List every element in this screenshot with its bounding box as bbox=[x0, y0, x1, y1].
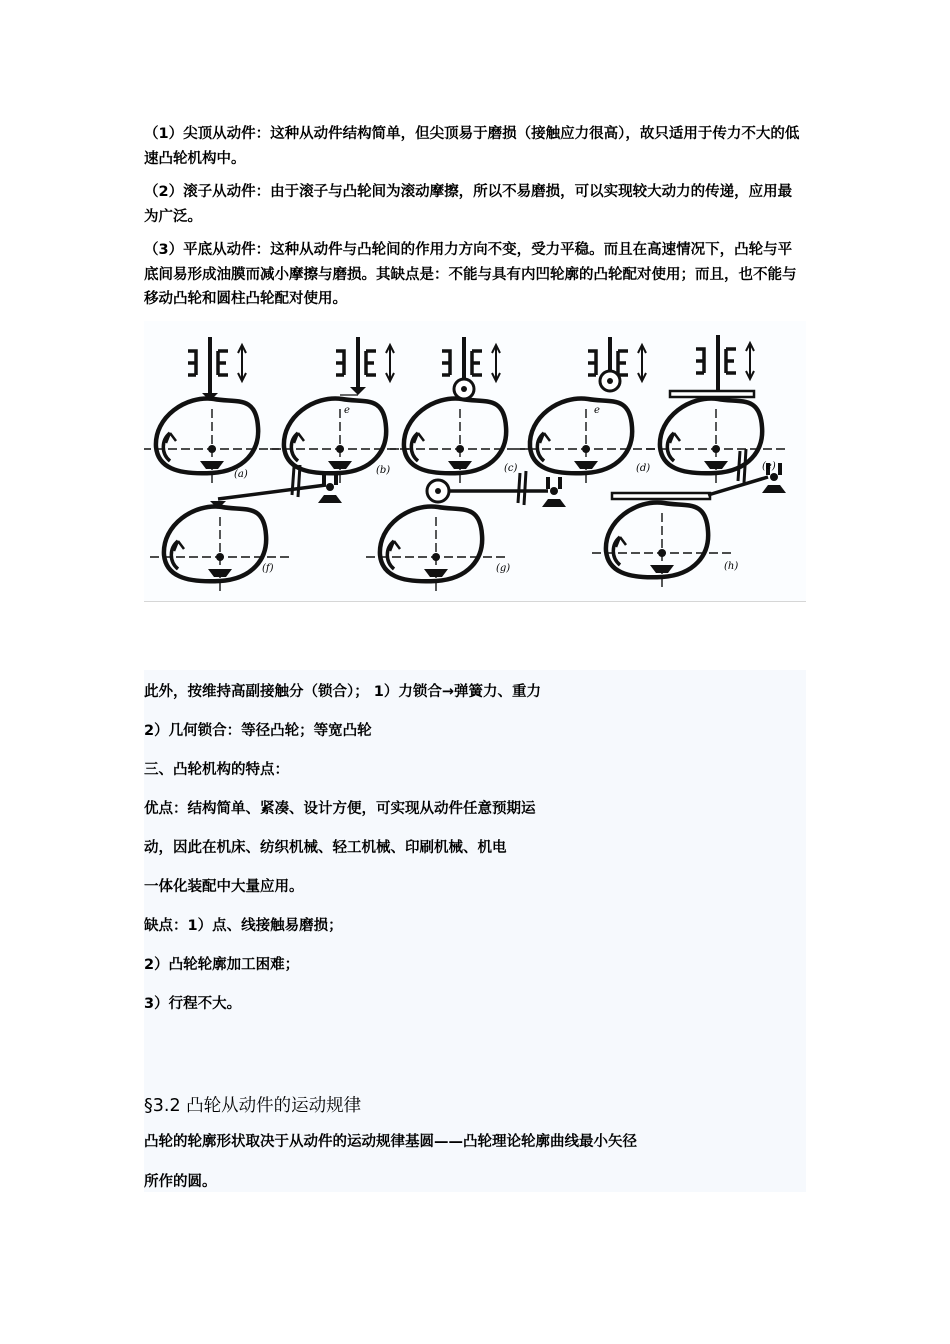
upper-text-block bbox=[144, 122, 806, 602]
text-line-disadvantages-2: 2）凸轮轮廓加工困难； bbox=[144, 957, 300, 973]
figure-label-d: (d) bbox=[636, 462, 651, 474]
svg-text:e: e bbox=[344, 404, 350, 416]
section-text-line-2: 所作的圆。 bbox=[144, 1174, 217, 1190]
paragraph-flat-follower: （3）平底从动件：这种从动件与凸轮间的作用力方向不变，受力平稳。而且在高速情况下，凸轮与平底间易形成油膜而减小摩擦与磨损。其缺点是：不能与具有内凹轮廓的凸轮配对使用；而且，也不能与移动凸轮和圆柱凸轮配对使用。 bbox=[144, 242, 797, 307]
mechanism-f bbox=[150, 465, 342, 595]
text-line-advantages-3: 一体化装配中大量应用。 bbox=[144, 879, 304, 895]
figure-label-b: (b) bbox=[376, 464, 391, 476]
cam-follower-figure bbox=[144, 321, 806, 602]
figure-label-e: (e) bbox=[762, 460, 776, 472]
figure-label-c: (c) bbox=[504, 462, 518, 474]
figure-label-h: (h) bbox=[724, 560, 739, 572]
figure-label-f: (f) bbox=[262, 562, 274, 574]
figure-label-g: (g) bbox=[496, 562, 511, 574]
text-line-disadvantages-1: 缺点：1）点、线接触易磨损； bbox=[144, 918, 343, 934]
mechanism-d bbox=[516, 337, 656, 487]
text-line-disadvantages-3: 3）行程不大。 bbox=[144, 996, 242, 1012]
figure-label-a: (a) bbox=[234, 468, 248, 480]
text-line-geometric: 2）几何锁合：等径凸轮；等宽凸轮 bbox=[144, 723, 372, 739]
mechanism-g bbox=[366, 471, 566, 595]
paragraph-pointed-follower: （1）尖顶从动件：这种从动件结构简单，但尖顶易于磨损（接触应力很高），故只适用于传力不大的低速凸轮机构中。 bbox=[144, 126, 800, 167]
section-text-line-1: 凸轮的轮廓形状取决于从动件的运动规律基圆——凸轮理论轮廓曲线最小矢径 bbox=[144, 1134, 637, 1150]
mechanism-a bbox=[144, 337, 282, 487]
text-line-locking: 此外，按维持高副接触分（锁合）； 1）力锁合→弹簧力、重力 bbox=[144, 684, 542, 700]
svg-text:e: e bbox=[594, 404, 600, 416]
text-line-advantages-1: 优点：结构简单、紧凑、设计方便，可实现从动件任意预期运 bbox=[144, 801, 536, 817]
paragraph-roller-follower: （2）滚子从动件：由于滚子与凸轮间为滚动摩擦，所以不易磨损，可以实现较大动力的传递，应用最为广泛。 bbox=[144, 184, 793, 225]
lower-text-block bbox=[144, 670, 806, 1192]
section-heading: §3.2 凸轮从动件的运动规律 bbox=[144, 1096, 362, 1116]
text-line-advantages-2: 动，因此在机床、纺织机械、轻工机械、印刷机械、机电 bbox=[144, 840, 507, 856]
cam-follower-diagram bbox=[144, 321, 806, 601]
text-line-features-heading: 三、凸轮机构的特点： bbox=[144, 762, 289, 778]
